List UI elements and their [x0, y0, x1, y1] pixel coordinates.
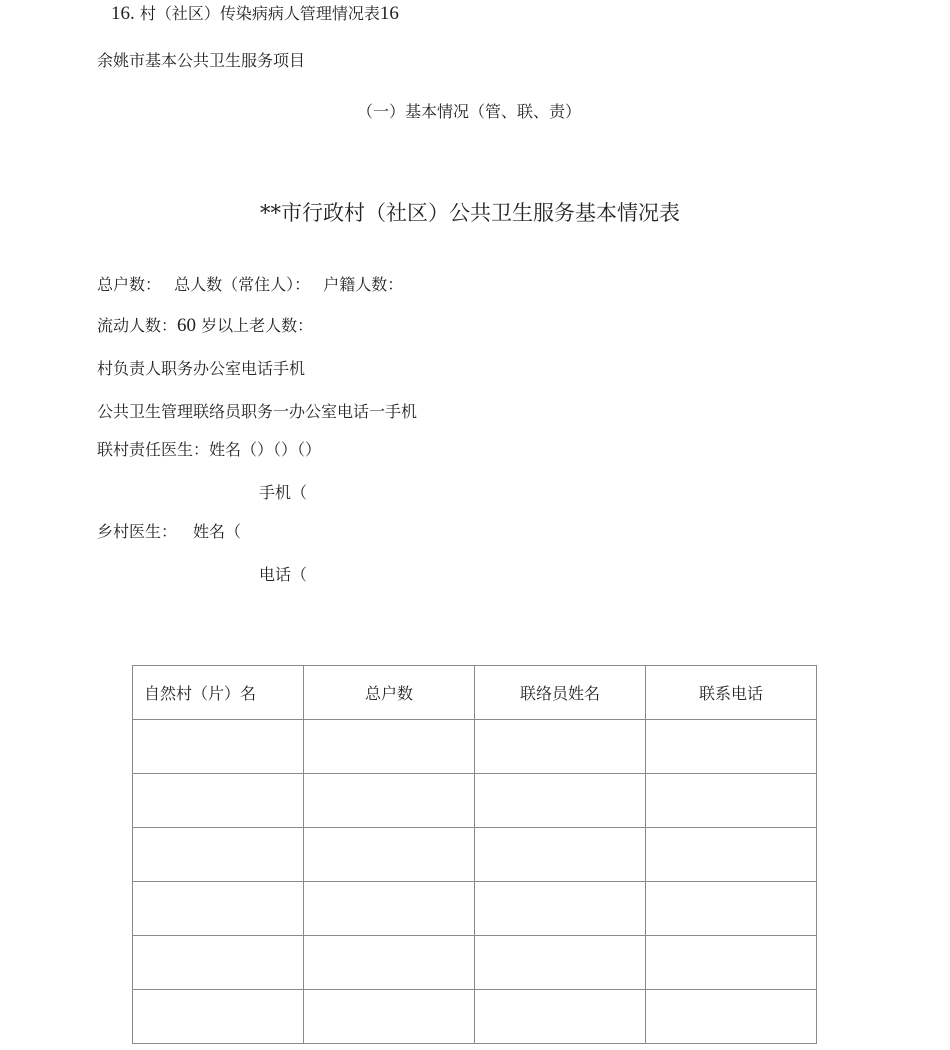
rural-doctor-name: 姓名（ [193, 522, 242, 541]
registered-label: 户籍人数： [323, 275, 404, 294]
table-cell[interactable] [304, 936, 475, 990]
column-header-liaison: 联络员姓名 [475, 666, 646, 720]
floating-fields [97, 316, 313, 336]
table-row [133, 828, 817, 882]
table-cell[interactable] [133, 936, 304, 990]
elderly-age: 60 [177, 315, 197, 336]
document-title: **市行政村（社区）公共卫生服务基本情况表 [260, 201, 680, 225]
table-header-row [133, 666, 817, 720]
table-cell[interactable] [475, 936, 646, 990]
table-row [133, 774, 817, 828]
table-cell[interactable] [304, 828, 475, 882]
table-cell[interactable] [475, 828, 646, 882]
table-row [133, 720, 817, 774]
table-cell[interactable] [475, 882, 646, 936]
population-label: 总人数（常住人）： [174, 275, 311, 294]
households-label: 总户数： [97, 275, 162, 294]
doctor-line: 联村责任医生：姓名（）（）（） [97, 440, 322, 459]
header-title: 村（社区）传染病病人管理情况表 [139, 4, 380, 23]
floating-label: 流动人数： [97, 316, 178, 335]
table-cell[interactable] [304, 990, 475, 1044]
table-cell[interactable] [646, 828, 817, 882]
table-cell[interactable] [475, 990, 646, 1044]
table-cell[interactable] [646, 882, 817, 936]
table-cell[interactable] [646, 774, 817, 828]
column-header-phone: 联系电话 [646, 666, 817, 720]
header-number: 16. [111, 3, 135, 24]
village-head-line: 村负责人职务办公室电话手机 [97, 359, 306, 378]
rural-doctor-line [97, 522, 241, 542]
table-cell[interactable] [646, 936, 817, 990]
village-table [132, 665, 817, 1044]
liaison-line: 公共卫生管理联络员职务一办公室电话一手机 [97, 402, 418, 421]
rural-doctor-label: 乡村医生： [97, 522, 178, 541]
table-row [133, 936, 817, 990]
household-fields [97, 275, 403, 295]
table-row [133, 882, 817, 936]
column-header-households: 总户数 [304, 666, 475, 720]
elderly-label: 岁以上老人数： [201, 316, 314, 335]
header-page-ref: 16 [379, 3, 399, 24]
table-cell[interactable] [133, 882, 304, 936]
table-cell[interactable] [304, 720, 475, 774]
table-cell[interactable] [646, 720, 817, 774]
table-cell[interactable] [304, 882, 475, 936]
table-cell[interactable] [133, 990, 304, 1044]
table-cell[interactable] [133, 774, 304, 828]
section-title: （一）基本情况（管、联、责） [357, 102, 582, 121]
table-cell[interactable] [646, 990, 817, 1044]
table-row [133, 990, 817, 1044]
doctor-mobile: 手机（ [259, 483, 308, 502]
table-cell[interactable] [133, 828, 304, 882]
table-cell[interactable] [475, 774, 646, 828]
table-cell[interactable] [133, 720, 304, 774]
page-header [111, 4, 399, 24]
column-header-village: 自然村（片）名 [133, 666, 304, 720]
project-name: 余姚市基本公共卫生服务项目 [97, 51, 306, 70]
rural-doctor-phone: 电话（ [259, 565, 308, 584]
table-cell[interactable] [475, 720, 646, 774]
table-cell[interactable] [304, 774, 475, 828]
